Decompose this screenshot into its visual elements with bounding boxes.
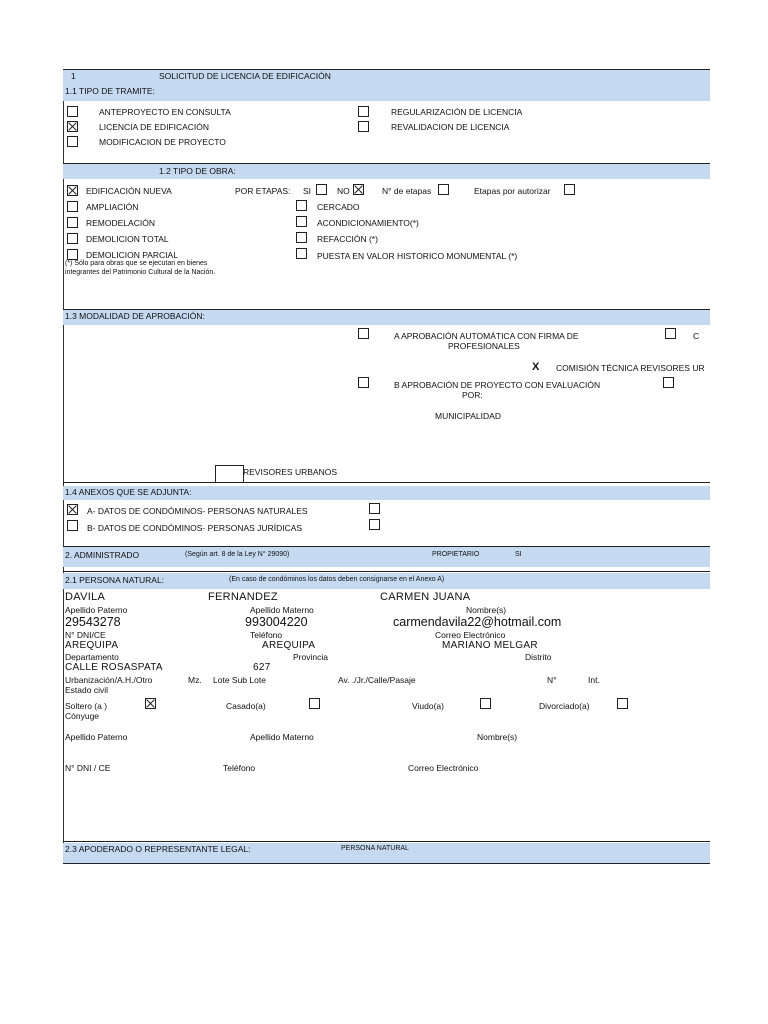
anteproyecto-checkbox[interactable]: [67, 106, 78, 117]
rule: [63, 571, 710, 572]
dni-value: 29543278: [65, 615, 121, 629]
numero-label: N°: [547, 675, 557, 685]
etapas-si-checkbox[interactable]: [316, 184, 327, 195]
remodelacion-label: REMODELACIÓN: [86, 218, 155, 228]
conyuge-dni-label: N° DNI / CE: [65, 763, 111, 773]
demolicion-parcial-checkbox[interactable]: [67, 249, 78, 260]
modalidad-c-checkbox[interactable]: [665, 328, 676, 339]
section-2-band: [63, 547, 710, 567]
conyuge-label: Cónyuge: [65, 711, 100, 721]
av-label: Av. ./Jr./Calle/Pasaje: [338, 675, 416, 685]
apellido-paterno-label: Apellido Paterno: [65, 605, 128, 615]
section-2-title: 2. ADMINISTRADO: [65, 550, 140, 560]
provincia-label: Provincia: [293, 652, 328, 662]
propietario-si: SI: [515, 551, 522, 558]
licencia-edificacion-checkbox[interactable]: [67, 121, 78, 132]
section-1-1-title: 1.1 TIPO DE TRAMITE:: [65, 86, 155, 96]
viudo-checkbox[interactable]: [480, 698, 491, 709]
modalidad-a-label-2: PROFESIONALES: [448, 341, 520, 351]
apellido-materno-label: Apellido Materno: [250, 605, 314, 615]
section-1-2-title: 1.2 TIPO DE OBRA:: [159, 166, 236, 176]
soltero-label: Soltero (a ): [65, 701, 108, 711]
edificacion-nueva-checkbox[interactable]: [67, 185, 78, 196]
mz-label: Mz.: [188, 675, 202, 685]
apellido-paterno-value: DAVILA: [65, 591, 106, 603]
soltero-checkbox[interactable]: [145, 698, 156, 709]
revisores-urbanos-box[interactable]: [215, 465, 244, 483]
int-label: Int.: [588, 675, 600, 685]
telefono-label: Teléfono: [250, 630, 283, 640]
modalidad-b-checkbox[interactable]: [358, 377, 369, 388]
revisores-urbanos-label: REVISORES URBANOS: [243, 467, 337, 477]
form-left-border: [63, 69, 64, 864]
regularizacion-label: REGULARIZACIÓN DE LICENCIA: [391, 107, 523, 117]
etapas-si-label: SI: [303, 186, 312, 196]
departamento-label: Departamento: [65, 652, 119, 662]
distrito-value: MARIANO MELGAR: [442, 640, 538, 651]
cercado-checkbox[interactable]: [296, 200, 307, 211]
etapas-no-checkbox[interactable]: [353, 184, 364, 195]
calle-value: CALLE ROSASPATA: [65, 662, 163, 673]
dni-label: N° DNI/CE: [65, 630, 106, 640]
modalidad-a-label: A APROBACIÓN AUTOMÁTICA CON FIRMA DE: [394, 331, 579, 341]
revalidacion-label: REVALIDACION DE LICENCIA: [391, 122, 510, 132]
etapas-no-label: NO: [337, 186, 350, 196]
modalidad-c-label: C: [693, 331, 700, 341]
patrimonio-note-line2: integrantes del Patrimonio Cultural de la Nación.: [65, 269, 216, 276]
anexo-a-checkbox[interactable]: [67, 504, 78, 515]
comision-tecnica-label: COMISIÓN TÉCNICA REVISORES UR: [556, 363, 705, 373]
conyuge-apellido-paterno-label: Apellido Paterno: [65, 732, 128, 742]
apellido-materno-value: FERNANDEZ: [208, 591, 278, 603]
section-1-3-title: 1.3 MODALIDAD DE APROBACIÓN:: [65, 311, 205, 321]
patrimonio-note-line1: (*) Sólo para obras que se ejecutan en bienes: [65, 260, 208, 267]
rule: [63, 841, 710, 842]
anteproyecto-label: ANTEPROYECTO EN CONSULTA: [99, 107, 231, 117]
remodelacion-checkbox[interactable]: [67, 217, 78, 228]
section-1-4-title: 1.4 ANEXOS QUE SE ADJUNTA:: [65, 487, 192, 497]
numero-value: 627: [253, 662, 271, 673]
telefono-value: 993004220: [245, 615, 308, 629]
casado-label: Casado(a): [226, 701, 266, 711]
acondicionamiento-checkbox[interactable]: [296, 216, 307, 227]
departamento-value: AREQUIPA: [65, 640, 119, 651]
section-2-3-tipo: PERSONA NATURAL: [341, 845, 409, 852]
num-etapas-label: N° de etapas: [382, 186, 432, 196]
casado-checkbox[interactable]: [309, 698, 320, 709]
divorciado-checkbox[interactable]: [617, 698, 628, 709]
anexo-b-right-checkbox[interactable]: [369, 519, 380, 530]
ampliacion-checkbox[interactable]: [67, 201, 78, 212]
provincia-value: AREQUIPA: [262, 640, 316, 651]
cercado-label: CERCADO: [317, 202, 360, 212]
rule: [63, 863, 710, 864]
anexo-a-right-checkbox[interactable]: [369, 503, 380, 514]
edificacion-nueva-label: EDIFICACIÓN NUEVA: [86, 186, 172, 196]
modalidad-other-checkbox[interactable]: [663, 377, 674, 388]
correo-label: Correo Electrónico: [435, 630, 506, 640]
divorciado-label: Divorciado(a): [539, 701, 590, 711]
conyuge-apellido-materno-label: Apellido Materno: [250, 732, 314, 742]
etapas-autorizar-checkbox[interactable]: [564, 184, 575, 195]
demolicion-total-checkbox[interactable]: [67, 233, 78, 244]
section-1-number: 1: [71, 71, 76, 81]
conyuge-telefono-label: Teléfono: [223, 763, 256, 773]
lote-label: Lote Sub Lote: [213, 675, 266, 685]
regularizacion-checkbox[interactable]: [358, 106, 369, 117]
modificacion-proyecto-checkbox[interactable]: [67, 136, 78, 147]
num-etapas-checkbox[interactable]: [438, 184, 449, 195]
anexo-b-label: B- DATOS DE CONDÓMINOS- PERSONAS JURÍDICAS: [87, 523, 303, 533]
refaccion-label: REFACCIÓN (*): [317, 234, 378, 244]
conyuge-nombres-label: Nombre(s): [477, 732, 518, 742]
urbanizacion-label: Urbanización/A.H./Otro: [65, 675, 153, 685]
anexo-b-checkbox[interactable]: [67, 520, 78, 531]
section-2-note: (Según art. 8 de la Ley N° 29090): [185, 551, 290, 558]
puesta-valor-checkbox[interactable]: [296, 248, 307, 259]
rule: [63, 482, 710, 483]
distrito-label: Distrito: [525, 652, 552, 662]
demolicion-parcial-label: DEMOLICION PARCIAL: [86, 250, 178, 260]
etapas-autorizar-label: Etapas por autorizar: [474, 186, 551, 196]
demolicion-total-label: DEMOLICION TOTAL: [86, 234, 169, 244]
modalidad-b-label: B APROBACIÓN DE PROYECTO CON EVALUACIÓN: [394, 380, 601, 390]
modalidad-b-label-2: POR:: [462, 390, 483, 400]
por-etapas-label: POR ETAPAS:: [235, 186, 291, 196]
section-2-1-note: (En caso de condóminos los datos deben consignarse en el Anexo A): [229, 576, 445, 583]
refaccion-checkbox[interactable]: [296, 232, 307, 243]
nombres-label: Nombre(s): [466, 605, 507, 615]
municipalidad-label: MUNICIPALIDAD: [435, 411, 501, 421]
ampliacion-label: AMPLIACIÓN: [86, 202, 139, 212]
propietario-label: PROPIETARIO: [432, 551, 480, 558]
revalidacion-checkbox[interactable]: [358, 121, 369, 132]
correo-value: carmendavila22@hotmail.com: [393, 615, 562, 629]
licencia-edificacion-label: LICENCIA DE EDIFICACIÓN: [99, 122, 210, 132]
estado-civil-label: Estado civil: [65, 685, 108, 695]
section-2-1-title: 2.1 PERSONA NATURAL:: [65, 575, 165, 585]
modificacion-proyecto-label: MODIFICACION DE PROYECTO: [99, 137, 226, 147]
modalidad-a-checkbox[interactable]: [358, 328, 369, 339]
section-1-title: SOLICITUD DE LICENCIA DE EDIFICACIÓN: [159, 71, 331, 81]
acondicionamiento-label: ACONDICIONAMIENTO(*): [317, 218, 419, 228]
nombres-value: CARMEN JUANA: [380, 591, 471, 603]
comision-x-mark: X: [532, 361, 540, 373]
viudo-label: Viudo(a): [412, 701, 444, 711]
puesta-valor-label: PUESTA EN VALOR HISTORICO MONUMENTAL (*): [317, 251, 518, 261]
conyuge-correo-label: Correo Electrónico: [408, 763, 479, 773]
section-2-3-title: 2.3 APODERADO O REPRESENTANTE LEGAL:: [65, 844, 251, 854]
anexo-a-label: A- DATOS DE CONDÓMINOS- PERSONAS NATURALES: [87, 506, 308, 516]
